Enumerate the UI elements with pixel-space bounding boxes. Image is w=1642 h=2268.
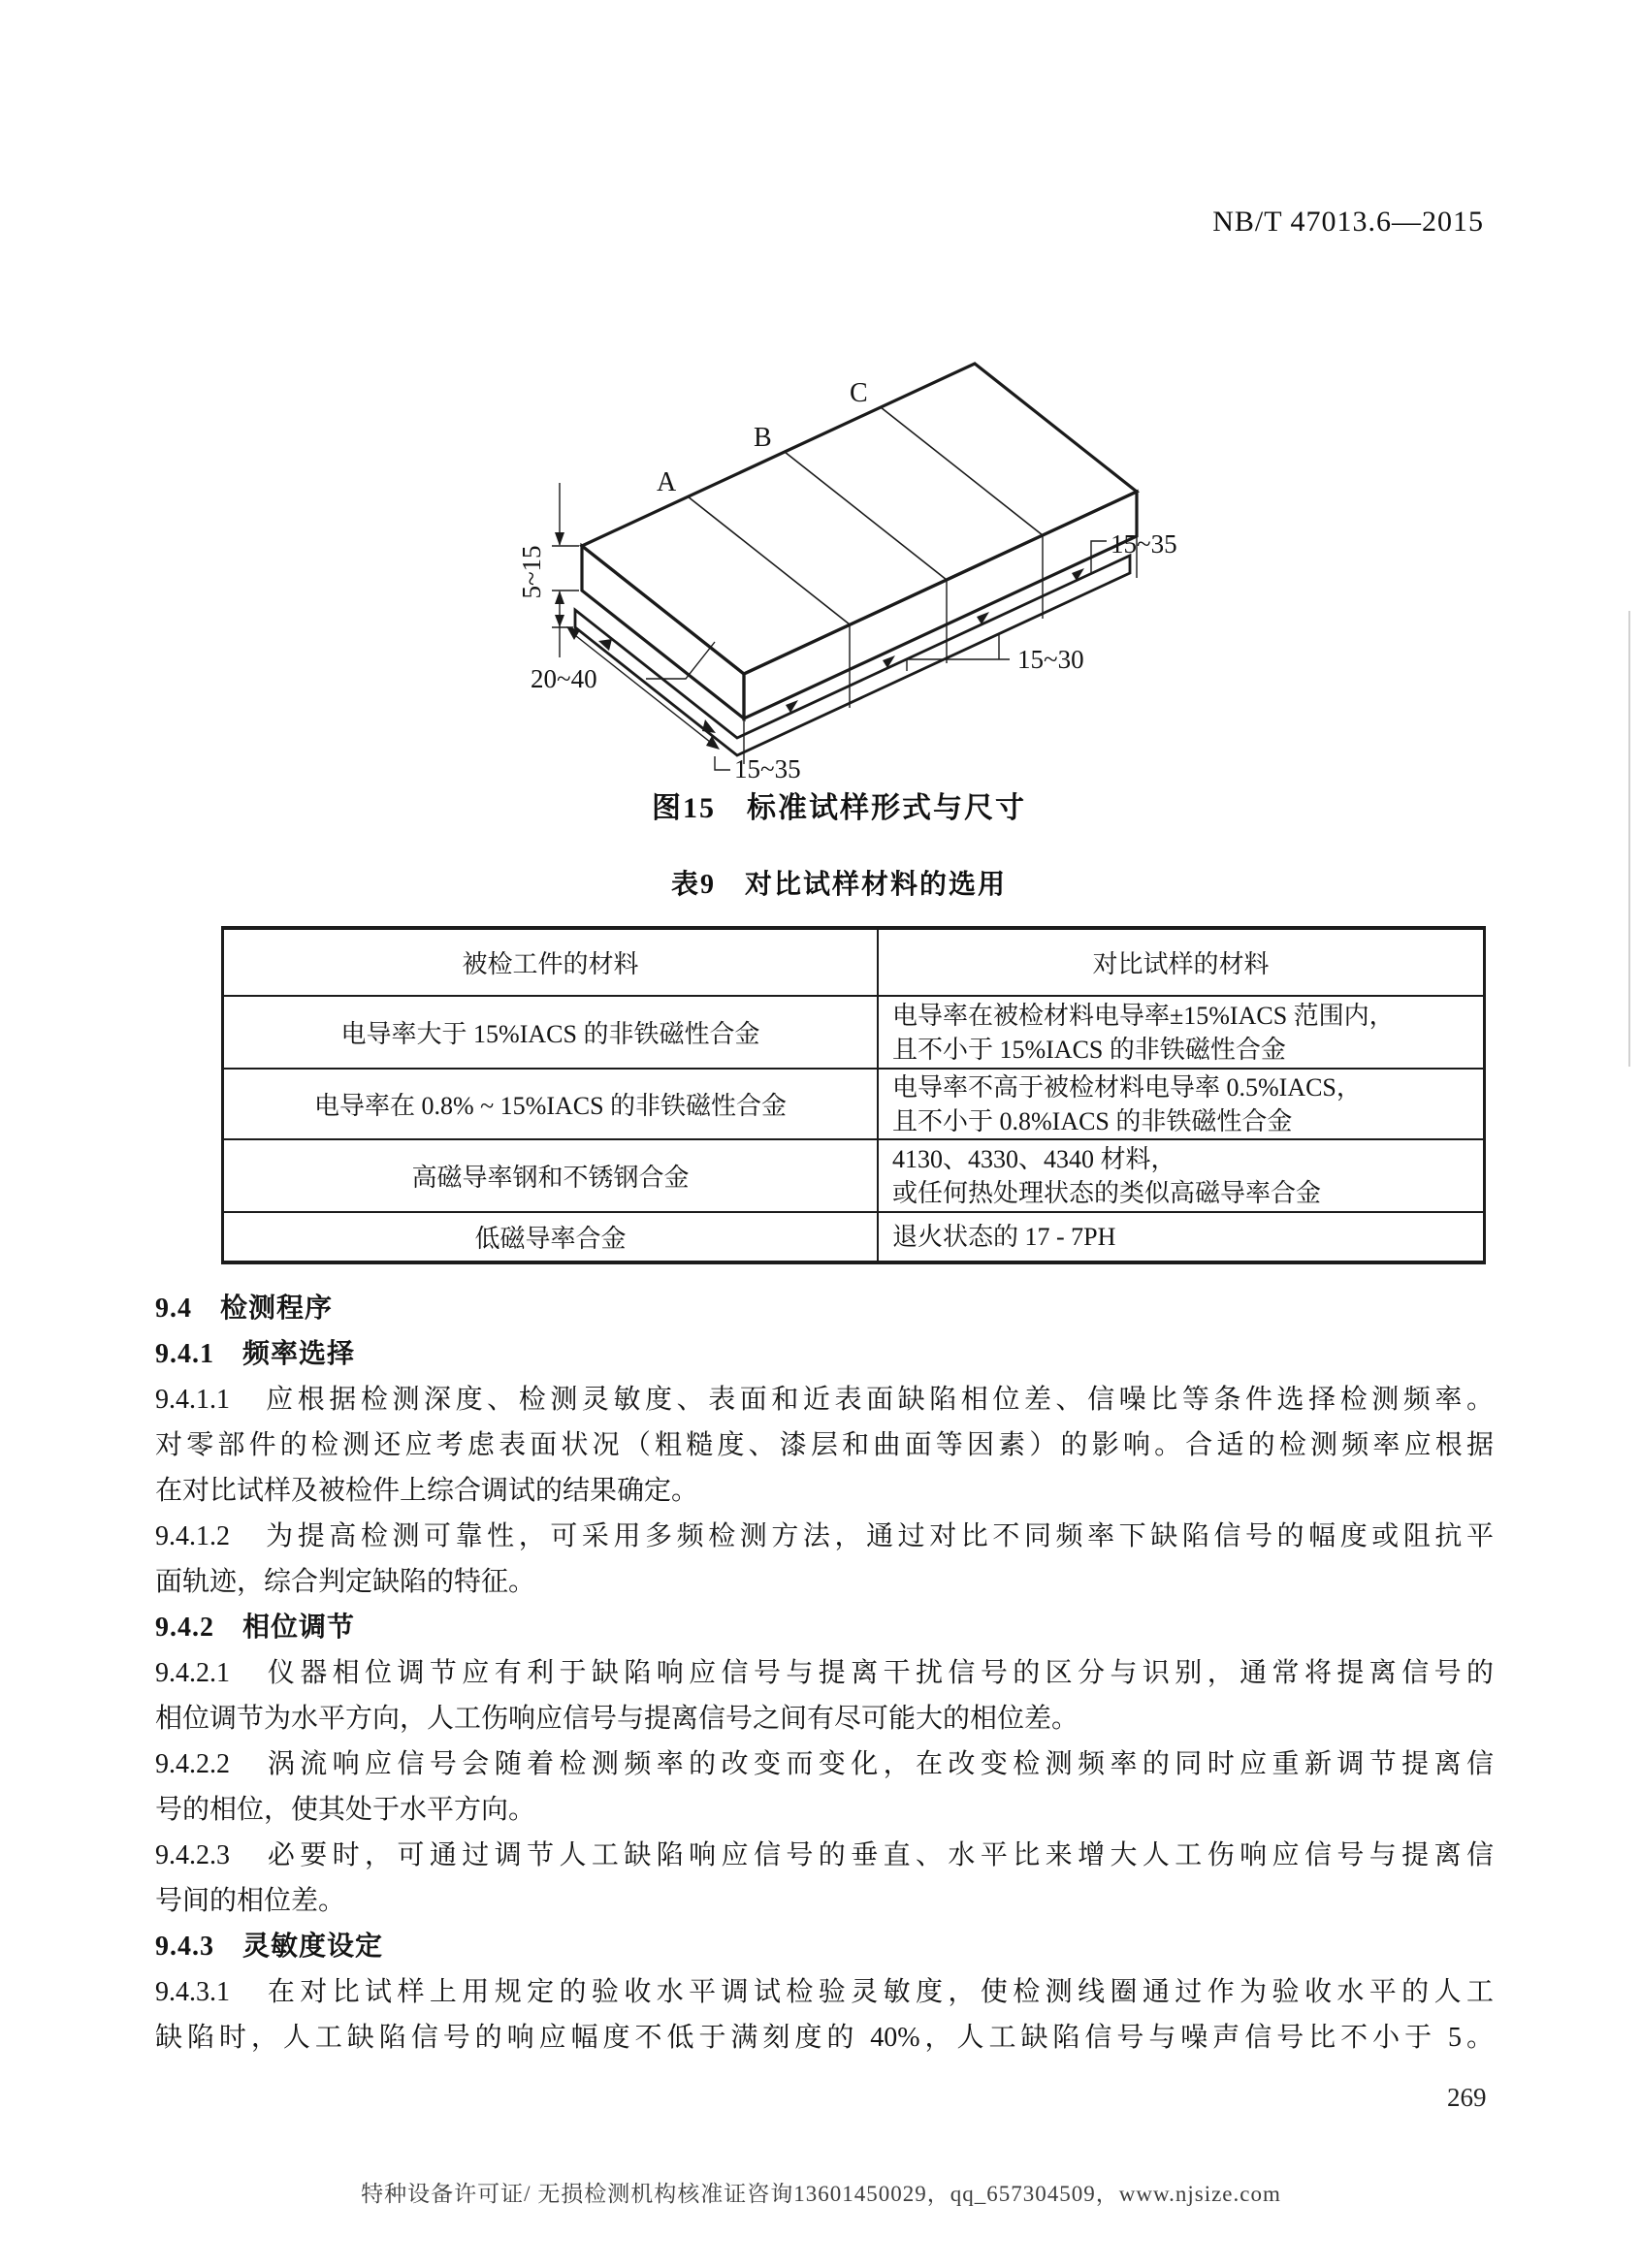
reference-material-cell	[878, 996, 1485, 1069]
clause-heading: 9.4.1 频率选择	[155, 1339, 356, 1369]
table-row	[223, 1069, 1485, 1139]
cell-line: 电导率不高于被检材料电导率 0.5%IACS，	[892, 1072, 1362, 1102]
cell-line: 且不小于 0.8%IACS 的非铁磁性合金	[892, 1106, 1293, 1135]
body-line: 对零部件的检测还应考虑表面状况（粗糙度、漆层和曲面等因素）的影响。合适的检测频率应根据	[155, 1430, 1494, 1460]
body-text	[155, 1286, 1494, 2060]
cell-line: 4130、4330、4340 材料，	[892, 1144, 1176, 1173]
table-row	[223, 1139, 1485, 1212]
body-line: 9.4.2.1 仪器相位调节应有利于缺陷响应信号与提离干扰信号的区分与识别，通常将提离信号的	[155, 1658, 1494, 1688]
dim-segment-right-label: 15~35	[1111, 529, 1177, 559]
footer-watermark: 特种设备许可证/ 无损检测机构核准证咨询13601450029，qq_657304509，www.njsize.com	[361, 2182, 1281, 2206]
reference-material-cell	[878, 1212, 1485, 1262]
cell-line: 退火状态的 17 - 7PH	[892, 1223, 1116, 1251]
inspected-material-cell: 高磁导率钢和不锈钢合金	[223, 1139, 879, 1212]
materials-table-head	[223, 928, 1485, 996]
table-header-cell: 被检工件的材料	[223, 928, 879, 996]
standard-number-header: NB/T 47013.6—2015	[1212, 206, 1484, 238]
cell-line: 电导率在被检材料电导率±15%IACS 范围内，	[892, 1001, 1395, 1030]
body-line: 9.4.2.2 涡流响应信号会随着检测频率的改变而变化，在改变检测频率的同时应重新调节提离信	[155, 1749, 1494, 1779]
body-line: 9.4.2.3 必要时，可通过调节人工缺陷响应信号的垂直、水平比来增大人工伤响应信号与提离信	[155, 1840, 1494, 1870]
inspected-material-cell: 电导率在 0.8% ~ 15%IACS 的非铁磁性合金	[223, 1069, 879, 1139]
table-row	[223, 996, 1485, 1069]
clause-heading: 9.4 检测程序	[155, 1294, 334, 1324]
body-line: 号间的相位差。	[155, 1886, 346, 1916]
dim-segment-left-label: 15~35	[734, 754, 801, 783]
dim-width-label: 20~40	[531, 664, 597, 693]
body-line: 缺陷时，人工缺陷信号的响应幅度不低于满刻度的 40%，人工缺陷信号与噪声信号比不小于 5。	[155, 2023, 1494, 2053]
reference-material-cell	[878, 1069, 1485, 1139]
body-line: 9.4.3.1 在对比试样上用规定的验收水平调试检验灵敏度，使检测线圈通过作为验收水平的人工	[155, 1977, 1494, 2007]
scan-edge-artifact	[1628, 611, 1630, 1067]
notch-label-c: C	[850, 378, 868, 408]
materials-table	[221, 926, 1486, 1264]
cell-line: 且不小于 15%IACS 的非铁磁性合金	[892, 1035, 1286, 1064]
materials-table-body	[223, 996, 1485, 1262]
figure-caption: 图15 标准试样形式与尺寸	[652, 792, 1026, 824]
isometric-block-drawing	[470, 272, 1207, 795]
inspected-material-cell: 电导率大于 15%IACS 的非铁磁性合金	[223, 996, 879, 1069]
body-line: 号的相位，使其处于水平方向。	[155, 1795, 536, 1825]
clause-heading: 9.4.2 相位调节	[155, 1613, 356, 1643]
reference-material-cell	[878, 1139, 1485, 1212]
notch-label-a: A	[657, 467, 677, 497]
body-line: 相位调节为水平方向，人工伤响应信号与提离信号之间有尽可能大的相位差。	[155, 1704, 1079, 1734]
dim-segment-mid-label: 15~30	[1017, 645, 1084, 674]
body-line: 9.4.1.1 应根据检测深度、检测灵敏度、表面和近表面缺陷相位差、信噪比等条件选择检测频率。	[155, 1385, 1494, 1415]
cell-line: 或任何热处理状态的类似高磁导率合金	[892, 1178, 1322, 1207]
notch-label-b: B	[754, 423, 772, 453]
page-number: 269	[1447, 2083, 1487, 2112]
table-row	[223, 1212, 1485, 1262]
body-line: 面轨迹，综合判定缺陷的特征。	[155, 1567, 536, 1597]
clause-heading: 9.4.3 灵敏度设定	[155, 1932, 384, 1962]
dim-thickness-label: 5~15	[517, 545, 546, 599]
table-header-cell: 对比试样的材料	[878, 928, 1485, 996]
inspected-material-cell: 低磁导率合金	[223, 1212, 879, 1262]
table-title: 表9 对比试样材料的选用	[670, 870, 1007, 900]
body-line: 在对比试样及被检件上综合调试的结果确定。	[155, 1476, 699, 1506]
body-line: 9.4.1.2 为提高检测可靠性，可采用多频检测方法，通过对比不同频率下缺陷信号的幅度或阻抗平	[155, 1521, 1494, 1551]
specimen-figure	[470, 272, 1207, 795]
